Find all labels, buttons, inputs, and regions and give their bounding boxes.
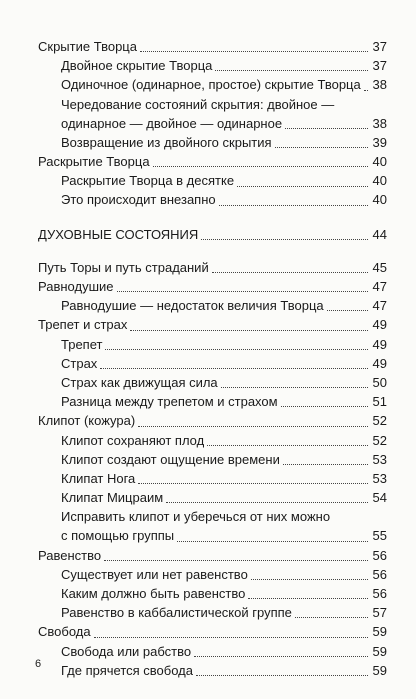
toc-leader-dots (166, 502, 368, 503)
toc-entry (38, 373, 387, 392)
toc-leader-dots (94, 637, 368, 638)
toc-entry-title: Разница между трепетом и страхом (61, 394, 278, 410)
toc-leader-dots (138, 426, 368, 427)
toc-entry-page: 38 (372, 115, 387, 131)
toc-entry (38, 642, 387, 661)
toc-entry-title: Возвращение из двойного скрытия (61, 134, 272, 150)
toc-entry (38, 622, 387, 641)
toc-entry-title: Где прячется свобода (61, 662, 193, 678)
toc-entry (38, 507, 387, 526)
toc-entry-page: 38 (372, 77, 387, 93)
toc-leader-dots (219, 205, 368, 206)
toc-entry (38, 335, 387, 354)
toc-entry-page: 57 (372, 605, 387, 621)
toc-leader-dots (364, 90, 368, 91)
toc-entry (38, 354, 387, 373)
toc-entry-title: Одиночное (одинарное, простое) скрытие Творца (61, 77, 361, 93)
toc-leader-dots (138, 483, 368, 484)
toc-entry-title: Страх (61, 355, 98, 371)
toc-leader-dots (248, 598, 368, 599)
toc-entry-title: ДУХОВНЫЕ СОСТОЯНИЯ (38, 226, 199, 242)
toc-entry-title: одинарное — двойное — одинарное (61, 115, 283, 131)
toc-entry (38, 488, 387, 507)
toc-entry-title: Клипот создают ощущение времени (61, 451, 280, 467)
toc-entry-page: 40 (372, 154, 387, 170)
toc-entry-title: Равенство в каббалистической группе (61, 605, 292, 621)
toc-leader-dots (117, 291, 368, 292)
toc-leader-dots (105, 349, 368, 350)
toc-entry (38, 114, 387, 133)
toc-leader-dots (251, 579, 368, 580)
toc-leader-dots (177, 541, 368, 542)
toc-entry-page: 53 (372, 451, 387, 467)
toc-entry (38, 450, 387, 469)
toc-entry (38, 95, 387, 114)
toc-leader-dots (283, 464, 368, 465)
toc-entry-title: Свобода или рабство (61, 643, 192, 659)
toc-entry-page: 53 (372, 470, 387, 486)
toc-entry-page: 47 (372, 279, 387, 295)
toc-entry (38, 603, 387, 622)
toc-entry-page: 56 (372, 547, 387, 563)
toc-entry-title: Раскрытие Творца (38, 154, 150, 170)
toc-entry-title: Раскрытие Творца в десятке (61, 173, 235, 189)
toc-entry (38, 411, 387, 430)
toc-leader-dots (215, 70, 368, 71)
toc-entry-title: Каким должно быть равенство (61, 586, 246, 602)
toc-entry-title: Исправить клипот и уберечься от них можно (61, 509, 331, 525)
toc-entry-title: Трепет и страх (38, 317, 128, 333)
toc-entry-page: 37 (372, 58, 387, 74)
toc-entry-page: 52 (372, 432, 387, 448)
toc-entry-page: 39 (372, 134, 387, 150)
toc-entry-title: Равнодушие — недостаток величия Творца (61, 298, 324, 314)
toc-entry-title: Равенство (38, 547, 102, 563)
toc-entry-page: 49 (372, 355, 387, 371)
toc-leader-dots (196, 675, 368, 676)
toc-entry-page: 55 (372, 528, 387, 544)
toc-entry (38, 392, 387, 411)
toc-entry (38, 75, 387, 94)
toc-entry (38, 527, 387, 546)
toc-entry-page: 40 (372, 173, 387, 189)
toc-entry-title: Это происходит внезапно (61, 192, 216, 208)
toc-entry-page: 47 (372, 298, 387, 314)
toc-entry-title: Страх как движущая сила (61, 374, 218, 390)
toc-entry (38, 431, 387, 450)
toc-entry-page: 49 (372, 317, 387, 333)
toc-leader-dots (140, 51, 368, 52)
toc-entry-page: 52 (372, 413, 387, 429)
toc-entry-page: 44 (372, 226, 387, 242)
toc-entry (38, 37, 387, 56)
toc-leader-dots (285, 128, 368, 129)
toc-leader-dots (130, 330, 368, 331)
toc-entry-title: Клипат Нога (61, 470, 136, 486)
toc-entry-page: 59 (372, 643, 387, 659)
toc-entry-title: Трепет (61, 336, 103, 352)
toc-leader-dots (104, 560, 368, 561)
toc-entry-title: Чередование состояний скрытия: двойное — (61, 96, 335, 112)
toc-entry-page: 40 (372, 192, 387, 208)
toc-leader-dots (207, 445, 368, 446)
toc-entry-title: Клипат Мицраим (61, 490, 164, 506)
toc-entry (38, 152, 387, 171)
toc-entry-title: Клипот (кожура) (38, 413, 136, 429)
toc-entry (38, 277, 387, 296)
toc-leader-dots (221, 387, 368, 388)
toc-entry-page: 56 (372, 586, 387, 602)
toc-entry-page: 59 (372, 624, 387, 640)
toc-leader-dots (194, 656, 368, 657)
toc-leader-dots (153, 166, 368, 167)
toc-entry-page: 54 (372, 490, 387, 506)
toc-entry (38, 565, 387, 584)
toc-leader-dots (327, 310, 368, 311)
toc-entry-page: 50 (372, 374, 387, 390)
toc-entry-title: с помощью группы (61, 528, 175, 544)
toc-entry (38, 296, 387, 315)
toc-entry-title: Существует или нет равенство (61, 566, 248, 582)
table-of-contents (38, 37, 387, 680)
toc-entry (38, 661, 387, 680)
toc-entry-page: 49 (372, 336, 387, 352)
toc-leader-dots (100, 368, 368, 369)
toc-entry (38, 584, 387, 603)
toc-leader-dots (295, 617, 368, 618)
toc-leader-dots (281, 406, 368, 407)
toc-entry (38, 315, 387, 334)
toc-entry (38, 171, 387, 190)
toc-entry-page: 59 (372, 662, 387, 678)
toc-entry (38, 258, 387, 277)
toc-entry-title: Свобода (38, 624, 91, 640)
toc-entry-title: Путь Торы и путь страданий (38, 259, 209, 275)
toc-entry-page: 51 (372, 394, 387, 410)
toc-leader-dots (275, 147, 368, 148)
toc-leader-dots (212, 272, 368, 273)
toc-entry-page: 56 (372, 566, 387, 582)
toc-entry (38, 546, 387, 565)
toc-leader-dots (201, 239, 368, 240)
toc-entry-title: Скрытие Творца (38, 38, 137, 54)
toc-entry-title: Клипот сохраняют плод (61, 432, 205, 448)
toc-entry (38, 133, 387, 152)
toc-entry-title: Двойное скрытие Творца (61, 58, 213, 74)
toc-leader-dots (237, 186, 368, 187)
toc-entry (38, 191, 387, 210)
page-number: 6 (35, 658, 42, 670)
toc-entry-page: 37 (372, 38, 387, 54)
toc-entry (38, 469, 387, 488)
toc-entry (38, 225, 387, 244)
toc-entry-title: Равнодушие (38, 279, 114, 295)
toc-entry (38, 56, 387, 75)
toc-entry-page: 45 (372, 259, 387, 275)
